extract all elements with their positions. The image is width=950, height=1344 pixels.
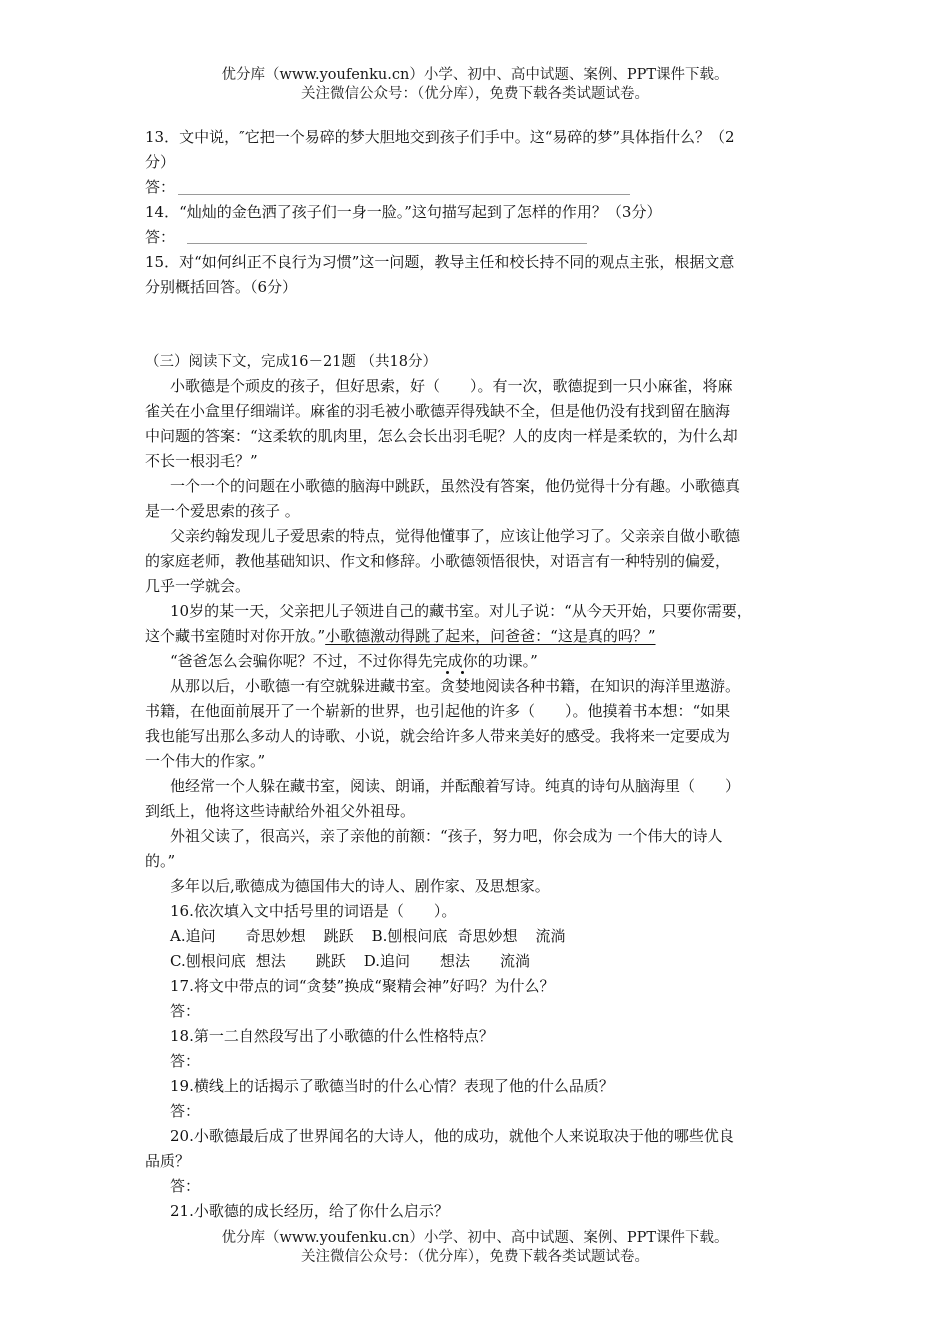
option-a: A.追问 [170,927,216,945]
question-14-answer-line [187,243,587,244]
option-a-word-2: 奇思妙想 [245,927,306,945]
question-20-answer-label: 答： [170,1177,201,1195]
section-3-title: （三）阅读下文，完成16－21题 （共18分） [145,354,437,370]
passage-p2-line-2: 是一个爱思索的孩子 。 [145,502,300,520]
passage-p7-line-2: 到纸上，他将这些诗献给外祖父外祖母。 [145,802,416,820]
passage-p6-line-2: 书籍，在他面前展开了一个崭新的世界，也引起他的许多（ ）。他摸着书本想：“如果 [145,702,731,720]
option-d: D.追问 [363,952,411,970]
page-header [0,66,950,104]
passage-p8-line-1: 外祖父读了，很高兴，亲了亲他的前额：“孩子，努力吧，你会成为 一个伟大的诗人 [170,827,723,845]
question-17-answer-label: 答： [170,1002,201,1020]
question-13-line-2: 分） [145,153,176,171]
option-c: C.刨根问底 [170,952,246,970]
header-line-1: 优分库（www.youfenku.cn）小学、初中、高中试题、案例、PPT课件下载。 [221,67,729,83]
question-15-line-2: 分别概括回答。（6分） [145,278,298,296]
question-18: 18.第一二自然段写出了小歌德的什么性格特点？ [170,1027,494,1045]
dotted-char-tan: 贪 [440,677,456,695]
option-c-word-2: 想法 [255,952,286,970]
passage-p6-line-1 [170,676,740,696]
footer-line-1: 优分库（www.youfenku.cn）小学、初中、高中试题、案例、PPT课件下载。 [221,1230,729,1246]
passage-p3-line-3: 几乎一学就会。 [145,577,251,595]
option-b-word-3: 流淌 [535,927,566,945]
question-17: 17.将文中带点的词“贪婪”换成“聚精会神”好吗？为什么？ [170,977,555,995]
page-footer [0,1229,950,1267]
question-16: 16.依次填入文中括号里的词语是（ ）。 [170,902,457,920]
option-b-word-2: 奇思妙想 [457,927,518,945]
question-13-answer-label: 答： [145,178,176,196]
option-a-word-3: 跳跃 [323,927,354,945]
passage-p4-line-2 [145,626,656,646]
option-c-word-3: 跳跃 [315,952,346,970]
passage-p8-line-2: 的。” [145,852,176,870]
passage-p6-line-1-end: 地阅读各种书籍，在知识的海洋里遨游。 [470,677,741,695]
passage-p1-line-3: 中问题的答案：“这柔软的肌肉里，怎么会长出羽毛呢？人的皮肉一样是柔软的，为什么却 [145,427,738,445]
passage-p1-line-4: 不长一根羽毛？” [145,452,258,470]
question-14-line-1: 14．“灿灿的金色洒了孩子们一身一脸。”这句描写起到了怎样的作用？（3分） [145,203,662,221]
option-d-word-3: 流淌 [500,952,531,970]
passage-p6-line-4: 一个伟大的作家。” [145,752,266,770]
question-16-options-ab [170,926,565,946]
question-21: 21.小歌德的成长经历，给了你什么启示？ [170,1202,449,1220]
question-19: 19.横线上的话揭示了歌德当时的什么心情？表现了他的什么品质？ [170,1077,614,1095]
passage-p4-line-2-start: 这个藏书室随时对你开放。” [145,627,326,645]
question-19-answer-label: 答： [170,1102,201,1120]
question-18-answer-label: 答： [170,1052,201,1070]
option-d-word-2: 想法 [440,952,471,970]
question-20-line-1: 20.小歌德最后成了世界闻名的大诗人，他的成功，就他个人来说取决于他的哪些优良 [170,1127,734,1145]
passage-p1-line-1: 小歌德是个顽皮的孩子，但好思索，好（ ）。有一次，歌德捉到一只小麻雀，将麻 [170,377,733,395]
passage-p6-line-1-start: 从那以后，小歌德一有空就躲进藏书室。 [170,677,441,695]
passage-p4-line-1: 10岁的某一天，父亲把儿子领进自己的藏书室。对儿子说：“从今天开始，只要你需要， [170,602,752,620]
passage-p9-line-1: 多年以后,歌德成为德国伟大的诗人、剧作家、及思想家。 [170,877,550,895]
question-13-line-1: 13．文中说，″它把一个易碎的梦大胆地交到孩子们手中。这“易碎的梦”具体指什么？（2 [145,128,735,146]
passage-p5-line-1: “爸爸怎么会骗你呢？不过，不过你得先完成你的功课。” [170,652,538,670]
question-20-line-2: 品质？ [145,1152,191,1170]
passage-p1-line-2: 雀关在小盒里仔细端详。麻雀的羽毛被小歌德弄得残缺不全，但是他仍没有找到留在脑海 [145,402,731,420]
passage-p7-line-1: 他经常一个人躲在藏书室，阅读、朗诵，并酝酿着写诗。纯真的诗句从脑海里（ ） [170,777,741,795]
question-13-answer-line [178,194,630,195]
question-14-answer-label: 答： [145,228,176,246]
option-b: B.刨根问底 [371,927,448,945]
passage-p3-line-2: 的家庭老师，教他基础知识、作文和修辞。小歌德领悟很快，对语言有一种特别的偏爱， [145,552,731,570]
question-15-line-1: 15．对“如何纠正不良行为习惯”这一问题，教导主任和校长持不同的观点主张，根据文意 [145,253,735,271]
header-line-2: 关注微信公众号：（优分库），免费下载各类试题试卷。 [301,86,649,102]
underlined-sentence: 小歌德激动得跳了起来，问爸爸：“这是真的吗？” [325,627,656,645]
passage-p2-line-1: 一个一个的问题在小歌德的脑海中跳跃，虽然没有答案，他仍觉得十分有趣。小歌德真 [170,477,741,495]
dotted-char-lan: 婪 [455,677,471,695]
footer-line-2: 关注微信公众号：（优分库），免费下载各类试题试卷。 [301,1249,649,1265]
question-16-options-cd [170,951,530,971]
passage-p3-line-1: 父亲约翰发现儿子爱思索的特点，觉得他懂事了，应该让他学习了。父亲亲自做小歌德 [170,527,741,545]
passage-p6-line-3: 我也能写出那么多动人的诗歌、小说，就会给许多人带来美好的感受。我将来一定要成为 [145,727,731,745]
